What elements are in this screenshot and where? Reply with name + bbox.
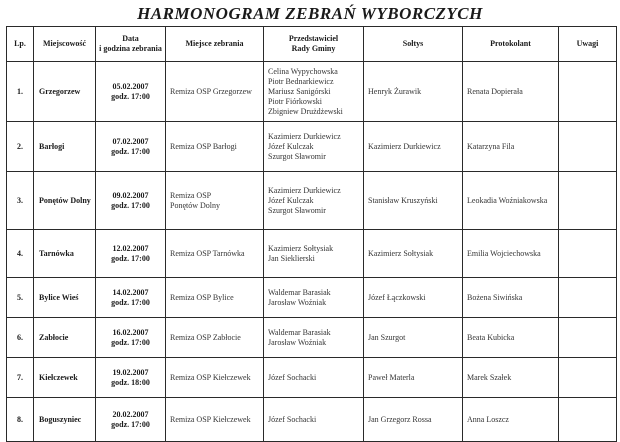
row-number: 4.	[7, 230, 34, 278]
row-town: Ponętów Dolny	[34, 172, 96, 230]
row-venue-line: Remiza OSP Kiełczewek	[170, 372, 251, 382]
row-date: 16.02.2007	[112, 327, 149, 337]
row-date: 05.02.2007	[112, 81, 149, 91]
row-town: Grzegorzew	[34, 62, 96, 122]
row-council-rep: Józef Sochacki	[268, 414, 317, 424]
row-number: 2.	[7, 122, 34, 172]
row-notes	[559, 318, 617, 358]
row-time: godz. 17:00	[111, 253, 150, 263]
schedule-table	[6, 26, 617, 442]
header-reps	[264, 27, 364, 62]
row-council-reps	[264, 318, 364, 358]
table-row	[7, 62, 617, 122]
row-time: godz. 17:00	[111, 297, 150, 307]
row-time: godz. 17:00	[111, 146, 150, 156]
row-town: Tarnówka	[34, 230, 96, 278]
row-soltys: Kazimierz Durkiewicz	[364, 122, 463, 172]
row-council-reps	[264, 398, 364, 442]
row-date: 20.02.2007	[112, 409, 149, 419]
row-venue-line: Remiza OSP	[170, 190, 212, 200]
row-date-time	[96, 172, 166, 230]
table-row	[7, 358, 617, 398]
row-town: Bylice Wieś	[34, 278, 96, 318]
row-venue-line: Remiza OSP Bylice	[170, 292, 234, 302]
row-time: godz. 17:00	[111, 91, 150, 101]
row-town: Barłogi	[34, 122, 96, 172]
row-council-rep: Mariusz Sanigórski	[268, 86, 331, 96]
header-town: Miejscowość	[34, 27, 96, 62]
row-protocol: Anna Loszcz	[463, 398, 559, 442]
row-time: godz. 17:00	[111, 337, 150, 347]
row-time: godz. 17:00	[111, 419, 150, 429]
row-notes	[559, 230, 617, 278]
row-venue	[166, 172, 264, 230]
row-soltys: Henryk Żurawik	[364, 62, 463, 122]
row-council-reps	[264, 278, 364, 318]
row-protocol: Renata Dopierała	[463, 62, 559, 122]
row-venue	[166, 230, 264, 278]
row-council-rep: Kazimierz Durkiewicz	[268, 185, 341, 195]
header-soltys: Sołtys	[364, 27, 463, 62]
header-reps-line2: Rady Gminy	[291, 44, 336, 53]
row-venue-line: Remiza OSP Barłogi	[170, 141, 237, 151]
row-council-rep: Józef Sochacki	[268, 372, 317, 382]
row-venue-line: Remiza OSP Kiełczewek	[170, 414, 251, 424]
row-date-time	[96, 122, 166, 172]
row-council-rep: Waldemar Barasiak	[268, 287, 331, 297]
table-body	[7, 62, 617, 442]
row-council-rep: Józef Kulczak	[268, 141, 314, 151]
row-venue	[166, 122, 264, 172]
row-date-time	[96, 318, 166, 358]
row-protocol: Leokadia Woźniakowska	[463, 172, 559, 230]
row-venue-line: Remiza OSP Zabłocie	[170, 332, 241, 342]
row-venue-line: Ponętów Dolny	[170, 200, 220, 210]
row-number: 7.	[7, 358, 34, 398]
row-protocol: Beata Kubicka	[463, 318, 559, 358]
row-date-time	[96, 358, 166, 398]
row-council-rep: Waldemar Barasiak	[268, 327, 331, 337]
table-row	[7, 278, 617, 318]
row-number: 6.	[7, 318, 34, 358]
row-council-reps	[264, 358, 364, 398]
row-notes	[559, 278, 617, 318]
document-title: HARMONOGRAM ZEBRAŃ WYBORCZYCH	[137, 4, 483, 23]
row-date: 07.02.2007	[112, 136, 149, 146]
row-council-rep: Zbigniew Drużdżewski	[268, 106, 343, 116]
table-row	[7, 230, 617, 278]
row-venue	[166, 62, 264, 122]
row-council-reps	[264, 230, 364, 278]
row-protocol: Bożena Siwińska	[463, 278, 559, 318]
header-venue: Miejsce zebrania	[166, 27, 264, 62]
row-council-rep: Jarosław Woźniak	[268, 337, 327, 347]
row-number: 5.	[7, 278, 34, 318]
header-protocol: Protokolant	[463, 27, 559, 62]
row-town: Zabłocie	[34, 318, 96, 358]
row-council-rep: Kazimierz Durkiewicz	[268, 131, 341, 141]
row-venue	[166, 318, 264, 358]
row-date-time	[96, 278, 166, 318]
row-venue	[166, 358, 264, 398]
row-council-rep: Józef Kulczak	[268, 195, 314, 205]
row-time: godz. 17:00	[111, 200, 150, 210]
row-date: 09.02.2007	[112, 190, 149, 200]
row-notes	[559, 358, 617, 398]
row-council-reps	[264, 122, 364, 172]
row-council-rep: Celina Wypychowska	[268, 66, 338, 76]
row-date: 14.02.2007	[112, 287, 149, 297]
row-venue-line: Remiza OSP Grzegorzew	[170, 86, 252, 96]
row-notes	[559, 398, 617, 442]
row-protocol: Emilia Wojciechowska	[463, 230, 559, 278]
header-date-line1: Data	[122, 34, 139, 43]
row-notes	[559, 172, 617, 230]
row-council-rep: Jarosław Woźniak	[268, 297, 327, 307]
header-reps-line1: Przedstawiciel	[288, 34, 339, 43]
row-council-reps	[264, 172, 364, 230]
row-date: 12.02.2007	[112, 243, 149, 253]
row-soltys: Paweł Materla	[364, 358, 463, 398]
row-number: 8.	[7, 398, 34, 442]
row-time: godz. 18:00	[111, 377, 150, 387]
header-lp: Lp.	[7, 27, 34, 62]
row-date: 19.02.2007	[112, 367, 149, 377]
header-date	[96, 27, 166, 62]
row-soltys: Kazimierz Sołtysiak	[364, 230, 463, 278]
row-venue	[166, 398, 264, 442]
row-council-rep: Jan Sieklierski	[268, 253, 315, 263]
header-date-line2: i godzina zebrania	[99, 44, 162, 53]
header-row	[7, 27, 617, 62]
row-town: Boguszyniec	[34, 398, 96, 442]
row-town: Kiełczewek	[34, 358, 96, 398]
row-protocol: Marek Szałek	[463, 358, 559, 398]
row-council-rep: Kazimierz Sołtysiak	[268, 243, 334, 253]
row-soltys: Jan Grzegorz Rossa	[364, 398, 463, 442]
header-notes: Uwagi	[559, 27, 617, 62]
row-council-rep: Piotr Fiórkowski	[268, 96, 323, 106]
row-council-reps	[264, 62, 364, 122]
row-soltys: Jan Szurgot	[364, 318, 463, 358]
table-row	[7, 318, 617, 358]
row-council-rep: Piotr Bednarkiewicz	[268, 76, 334, 86]
table-row	[7, 172, 617, 230]
row-number: 1.	[7, 62, 34, 122]
row-notes	[559, 122, 617, 172]
table-row	[7, 398, 617, 442]
row-protocol: Katarzyna Fila	[463, 122, 559, 172]
row-council-rep: Szurgot Sławomir	[268, 151, 326, 161]
row-venue	[166, 278, 264, 318]
row-venue-line: Remiza OSP Tarnówka	[170, 248, 245, 258]
row-soltys: Stanisław Kruszyński	[364, 172, 463, 230]
row-date-time	[96, 62, 166, 122]
row-notes	[559, 62, 617, 122]
row-soltys: Józef Łączkowski	[364, 278, 463, 318]
row-council-rep: Szurgot Sławomir	[268, 205, 326, 215]
table-row	[7, 122, 617, 172]
row-number: 3.	[7, 172, 34, 230]
row-date-time	[96, 230, 166, 278]
row-date-time	[96, 398, 166, 442]
